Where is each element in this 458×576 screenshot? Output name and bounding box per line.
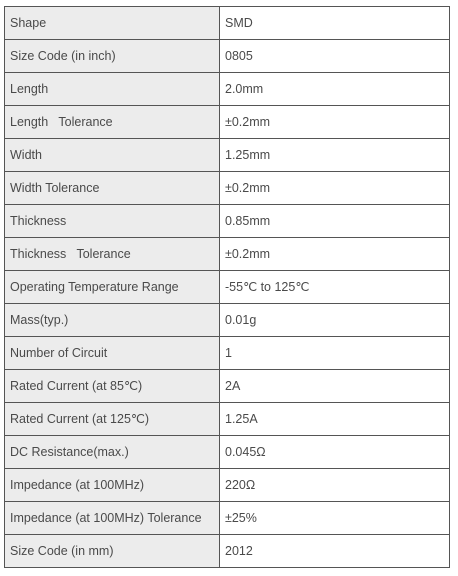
param-label: Width	[5, 139, 220, 172]
param-value: ±0.2mm	[220, 238, 450, 271]
table-row	[5, 205, 450, 238]
table-row	[5, 40, 450, 73]
param-label: Size Code (in inch)	[5, 40, 220, 73]
table-row	[5, 535, 450, 568]
param-value: 0.85mm	[220, 205, 450, 238]
param-value: 1.25A	[220, 403, 450, 436]
param-label: Width Tolerance	[5, 172, 220, 205]
table-row	[5, 304, 450, 337]
param-value: 0.045Ω	[220, 436, 450, 469]
table-row	[5, 403, 450, 436]
param-value: ±0.2mm	[220, 172, 450, 205]
param-value: 220Ω	[220, 469, 450, 502]
param-value: 1	[220, 337, 450, 370]
param-label: Mass(typ.)	[5, 304, 220, 337]
param-value: 2.0mm	[220, 73, 450, 106]
param-label: Shape	[5, 7, 220, 40]
param-label: Length	[5, 73, 220, 106]
param-label: DC Resistance(max.)	[5, 436, 220, 469]
param-label: Length Tolerance	[5, 106, 220, 139]
param-value: -55℃ to 125℃	[220, 271, 450, 304]
table-row	[5, 238, 450, 271]
param-value: SMD	[220, 7, 450, 40]
table-row	[5, 139, 450, 172]
table-row	[5, 502, 450, 535]
spec-table	[4, 6, 450, 568]
table-row	[5, 469, 450, 502]
table-row	[5, 436, 450, 469]
param-value: 2A	[220, 370, 450, 403]
param-value: 0805	[220, 40, 450, 73]
param-label: Thickness	[5, 205, 220, 238]
table-row	[5, 172, 450, 205]
param-label: Number of Circuit	[5, 337, 220, 370]
param-label: Operating Temperature Range	[5, 271, 220, 304]
param-value: ±25%	[220, 502, 450, 535]
table-row	[5, 271, 450, 304]
table-row	[5, 337, 450, 370]
param-label: Rated Current (at 125℃)	[5, 403, 220, 436]
table-row	[5, 7, 450, 40]
param-value: ±0.2mm	[220, 106, 450, 139]
param-label: Impedance (at 100MHz) Tolerance	[5, 502, 220, 535]
param-label: Rated Current (at 85℃)	[5, 370, 220, 403]
table-row	[5, 73, 450, 106]
param-value: 0.01g	[220, 304, 450, 337]
param-label: Thickness Tolerance	[5, 238, 220, 271]
table-row	[5, 106, 450, 139]
param-value: 2012	[220, 535, 450, 568]
param-value: 1.25mm	[220, 139, 450, 172]
table-row	[5, 370, 450, 403]
param-label: Size Code (in mm)	[5, 535, 220, 568]
param-label: Impedance (at 100MHz)	[5, 469, 220, 502]
